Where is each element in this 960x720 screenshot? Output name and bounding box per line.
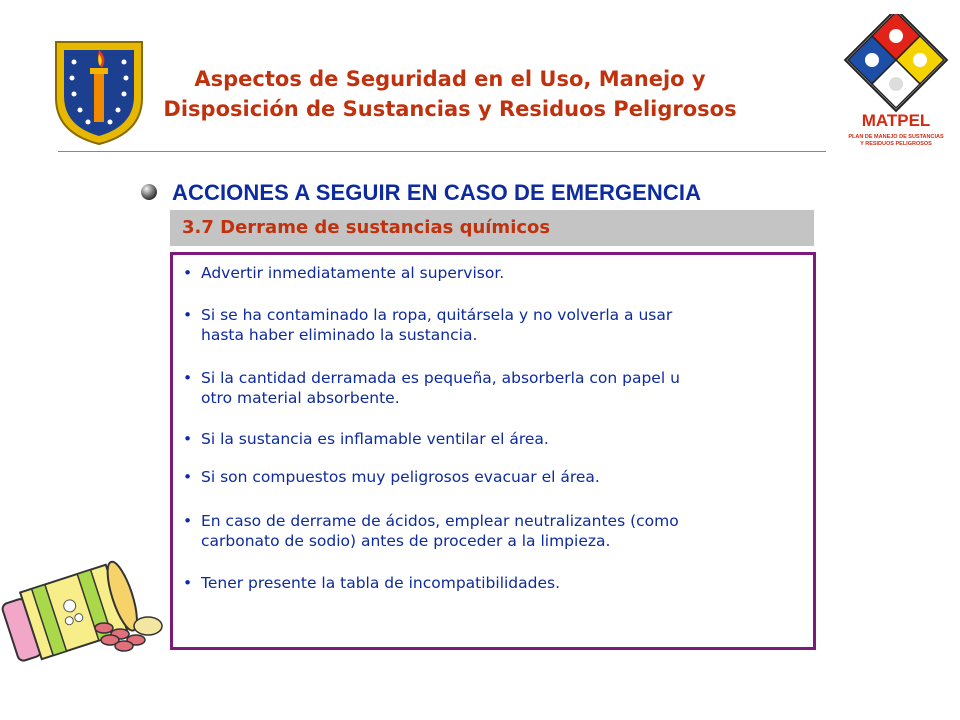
list-item-line: carbonato de sodio) antes de proceder a la limpieza. [201, 532, 611, 550]
header-divider [58, 151, 826, 152]
list-item-line: hasta haber eliminado la sustancia. [201, 326, 478, 344]
bullet: • [183, 306, 193, 324]
title-line-2: Disposición de Sustancias y Residuos Peligrosos [163, 97, 737, 121]
list-item [183, 429, 801, 449]
subheading-bar [170, 210, 814, 246]
list-item-line: otro material absorbente. [201, 389, 400, 407]
hazard-diamond-icon [840, 14, 952, 154]
page-title [140, 64, 760, 124]
bullet: • [183, 369, 193, 387]
spilled-pill-bottle-icon [0, 560, 175, 670]
bullet: • [183, 512, 193, 530]
bullet: • [183, 574, 193, 592]
logo-right-tagline-2: Y RESIDUOS PELIGROSOS [860, 141, 932, 147]
bullet: • [183, 264, 193, 282]
list-item-line: En caso de derrame de ácidos, emplear neutralizantes (como [201, 512, 679, 530]
subheading-text: 3.7 Derrame de sustancias químicos [182, 217, 551, 238]
list-item [183, 573, 801, 593]
section-heading: ACCIONES A SEGUIR EN CASO DE EMERGENCIA [172, 180, 702, 205]
logo-right-name: MATPEL [861, 111, 931, 130]
list-item [183, 368, 801, 408]
list-item-line: Si son compuestos muy peligrosos evacuar el área. [201, 468, 600, 486]
university-shield-icon [52, 38, 146, 148]
list-item [183, 263, 801, 283]
title-line-1: Aspectos de Seguridad en el Uso, Manejo y [194, 67, 706, 91]
list-item [183, 467, 801, 487]
list-item-line: Tener presente la tabla de incompatibilidades. [201, 574, 561, 592]
bullet: • [183, 430, 193, 448]
list-item-line: Si se ha contaminado la ropa, quitársela y no volverla a usar [201, 306, 673, 324]
list-item-line: Si la cantidad derramada es pequeña, absorberla con papel u [201, 369, 680, 387]
list-item [183, 305, 801, 345]
list-item-line: Advertir inmediatamente al supervisor. [201, 264, 505, 282]
list-item-line: Si la sustancia es inflamable ventilar el área. [201, 430, 549, 448]
instruction-list [173, 255, 813, 647]
list-item [183, 511, 801, 551]
sphere-bullet-icon [140, 183, 158, 201]
content-box [170, 252, 816, 650]
bullet: • [183, 468, 193, 486]
logo-right-tagline-1: PLAN DE MANEJO DE SUSTANCIAS [848, 134, 944, 140]
